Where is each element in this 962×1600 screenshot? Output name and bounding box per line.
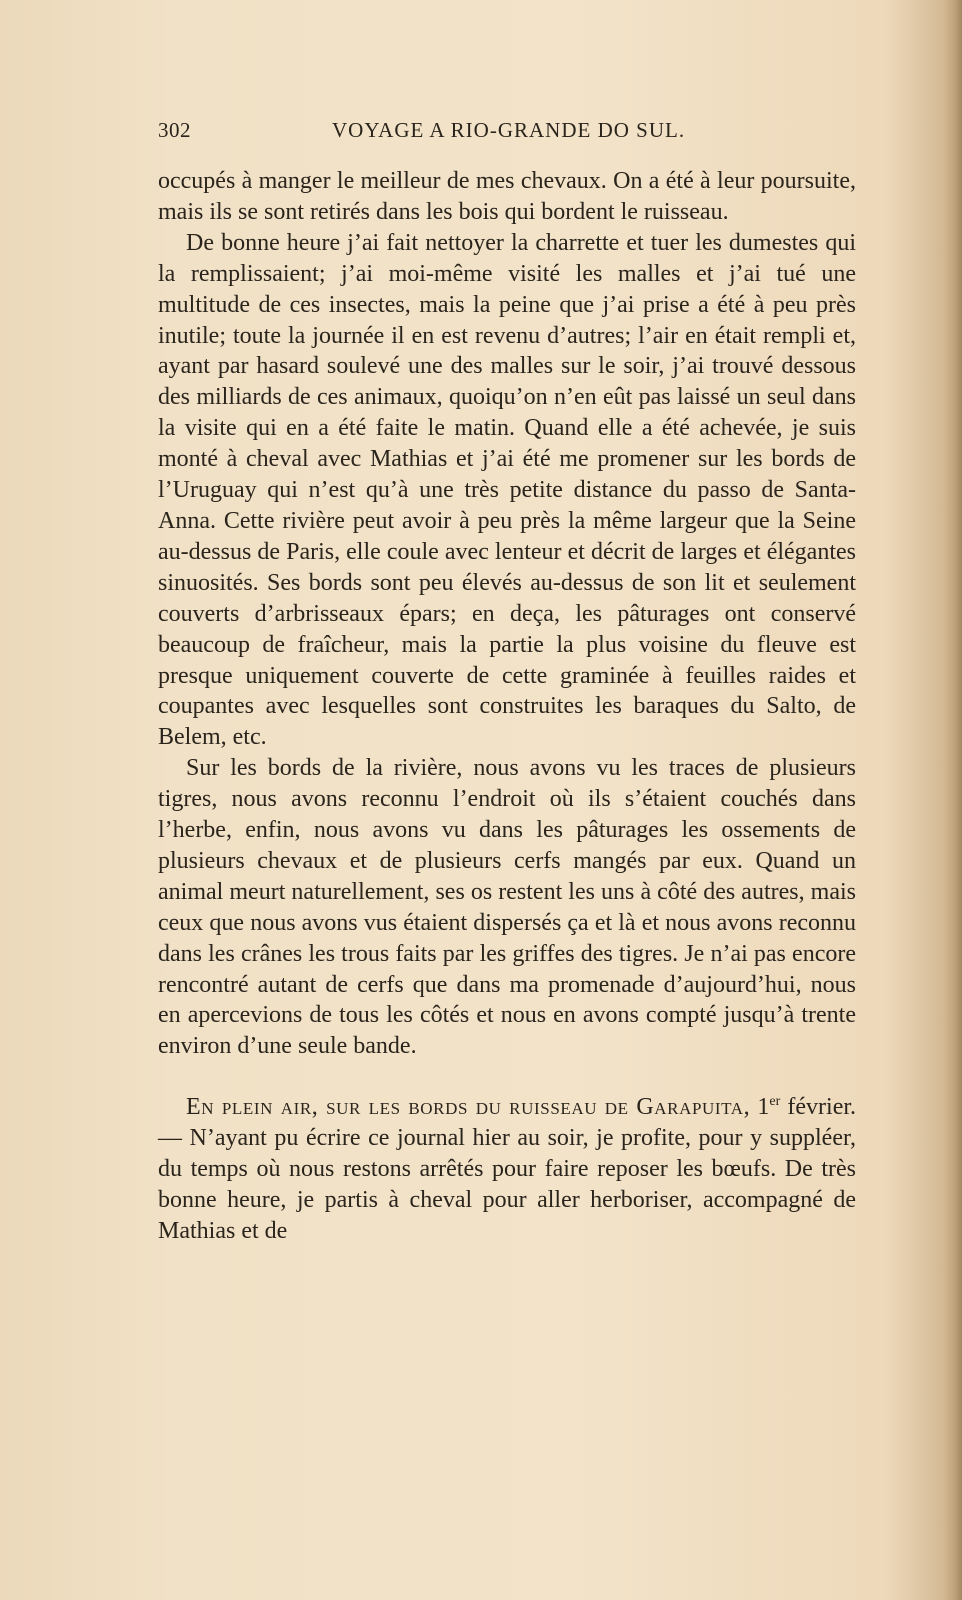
paragraph-dumestes: De bonne heure j’ai fait nettoyer la charrette et tuer les dumestes qui la remplissaient; j’ai moi-même visité les malles et j’ai tué une multitude de ces insectes, mais la peine que j’ai prise a été à peu près inutile; toute la journée il en est revenu d’autres; l’air en était rempli et, ayant par hasard soulevé une des malles sur le soir, j’ai trouvé dessous des milliards de ces animaux, quoiqu’on n’en eût pas laissé un seul dans la visite qui en a été faite le matin. Quand elle a été achevée, je suis monté à cheval avec Mathias et j’ai été me promener sur les bords de l’Uruguay qui n’est qu’à une très petite distance du passo de Santa-Anna. Cette rivière peut avoir à peu près la même largeur que la Seine au-dessus de Paris, elle coule avec lenteur et décrit de larges et élégantes sinuosités. Ses bords sont peu élevés au-dessus de son lit et seulement couverts d’arbrisseaux épars; en deça, les pâturages ont conservé beaucoup de fraîcheur, mais la partie la plus voisine du fleuve est presque uniquement couverte de cette graminée à feuilles raides et coupantes avec lesquelles sont construites les baraques du Salto, de Belem, etc.	[158, 229, 856, 751]
page-number: 302	[158, 118, 191, 142]
paragraph-continuation: occupés à manger le meilleur de mes chevaux. On a été à leur poursuite, mais ils se sont retirés dans les bois qui bordent le ruisseau.	[158, 168, 856, 225]
entry-text: — N’ayant pu écrire ce journal hier au soir, je profite, pour y suppléer, du temps où nous restons arrêtés pour faire reposer les bœufs. De très bonne heure, je partis à cheval pour aller herboriser, accompagné de Mathias et de	[158, 1125, 856, 1244]
paragraph-tigres: Sur les bords de la rivière, nous avons vu les traces de plusieurs tigres, nous avons reconnu l’endroit où ils s’étaient couchés dans l’herbe, enfin, nous avons vu dans les pâturages les ossements de plusieurs chevaux et de plusieurs cerfs mangés par eux. Quand un animal meurt naturellement, ses os restent les uns à côté des autres, mais ceux que nous avons vus étaient dispersés ça et là et nous avons reconnu dans les crânes les trous faits par les griffes des tigres. Je n’ai pas encore rencontré autant de cerfs que dans ma promenade d’aujourd’hui, nous en apercevions de tous les côtés et nous en avons compté jusqu’à trente environ d’une seule bande.	[158, 755, 856, 1060]
running-head	[158, 118, 858, 148]
journal-entry	[158, 1092, 856, 1247]
entry-heading: En plein air, sur les bords du ruisseau de Garapuita,	[186, 1094, 751, 1121]
entry-date-ordinal: er	[769, 1094, 781, 1110]
entry-date-number: 1	[757, 1094, 770, 1121]
body-text	[158, 166, 856, 1247]
entry-date-month: février.	[787, 1094, 857, 1121]
page-edge-shadow	[944, 0, 962, 1600]
section-gap	[158, 1062, 856, 1092]
running-title: VOYAGE A RIO-GRANDE DO SUL.	[332, 118, 686, 142]
